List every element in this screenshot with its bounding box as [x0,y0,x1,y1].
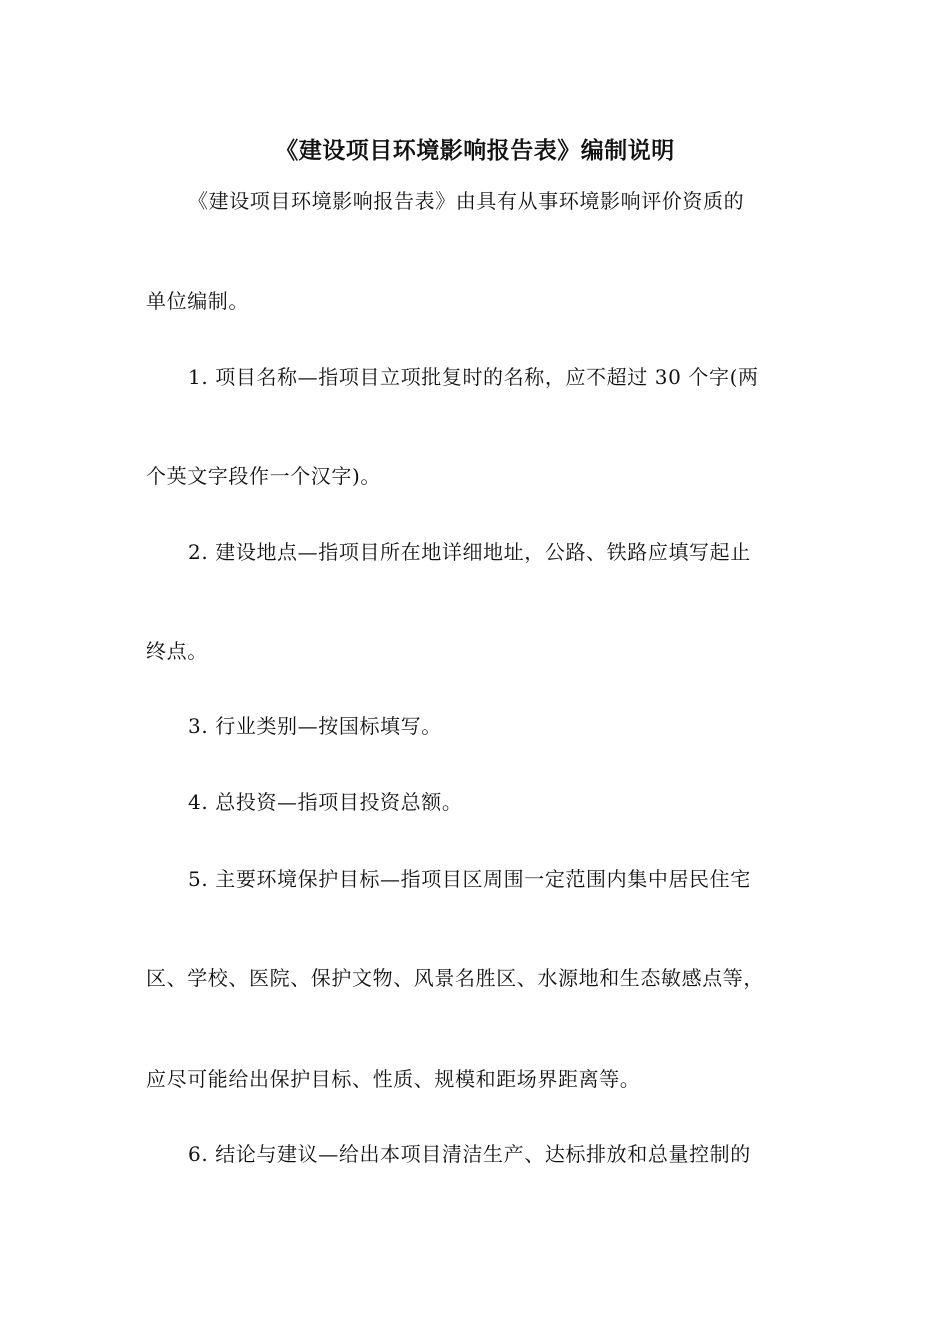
paragraph-line: 终点。 [146,639,208,663]
paragraph-line: 1. 项目名称—指项目立项批复时的名称，应不超过 30 个字(两 [188,365,759,389]
paragraph-line: 个英文字段作一个汉字)。 [146,464,382,488]
document-title: 《建设项目环境影响报告表》编制说明 [275,138,675,164]
paragraph-line: 4. 总投资—指项目投资总额。 [188,790,463,814]
paragraph-line: 区、学校、医院、保护文物、风景名胜区、水源地和生态敏感点等， [146,966,764,990]
paragraph-line: 单位编制。 [146,289,249,313]
paragraph-line: 5. 主要环境保护目标—指项目区周围一定范围内集中居民住宅 [188,867,751,891]
paragraph-line: 应尽可能给出保护目标、性质、规模和距场界距离等。 [146,1067,641,1091]
paragraph-line: 6. 结论与建议—给出本项目清洁生产、达标排放和总量控制的 [188,1142,751,1166]
paragraph-line: 2. 建设地点—指项目所在地详细地址，公路、铁路应填写起止 [188,540,751,564]
paragraph-line: 《建设项目环境影响报告表》由具有从事环境影响评价资质的 [188,189,745,213]
paragraph-line: 3. 行业类别—按国标填写。 [188,714,442,738]
